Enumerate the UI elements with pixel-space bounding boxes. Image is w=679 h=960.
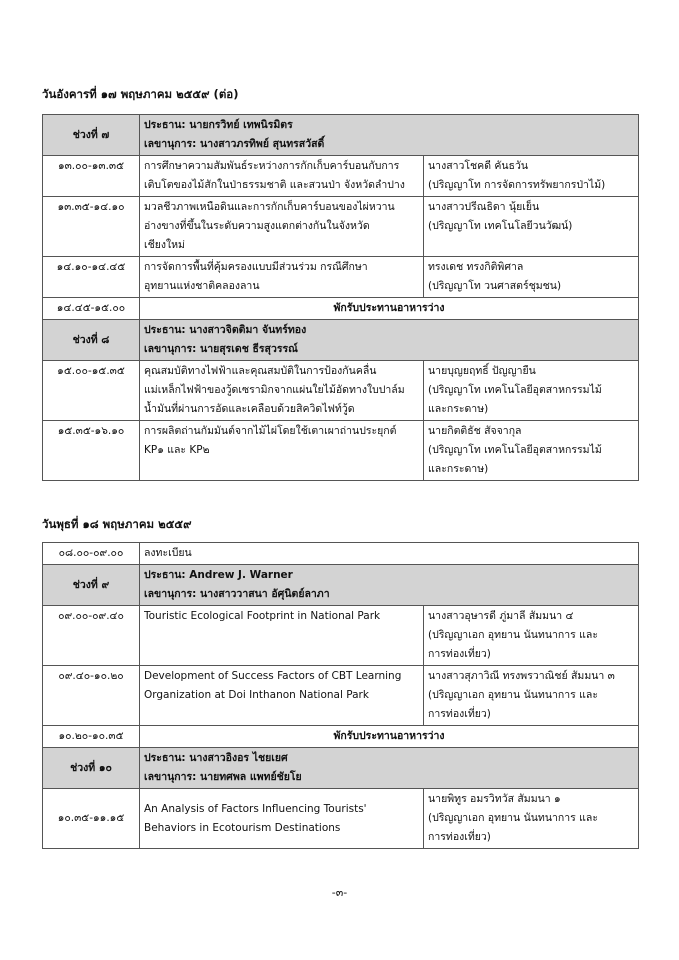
speaker-cell [424, 197, 639, 257]
time-cell: ๑๕.๓๕-๑๖.๑๐ [43, 421, 140, 481]
time-cell: ๑๓.๓๕-๑๔.๑๐ [43, 197, 140, 257]
speaker-line: (ปริญญาโท เทคโนโลยีอุตสาหกรรมไม้ [428, 384, 602, 396]
speaker-line: การท่องเที่ยว) [428, 831, 491, 843]
break-label: พักรับประทานอาหารว่าง [140, 726, 639, 748]
speaker-cell [424, 361, 639, 421]
speaker-line: (ปริญญาโท วนศาสตร์ชุมชน) [428, 280, 562, 292]
schedule-table-day1 [42, 114, 639, 481]
title-line: การผลิตถ่านกัมมันต์จากไม้ไผ่โดยใช้เตาเผาถ่านประยุกต์ [144, 425, 397, 437]
speaker-cell [424, 257, 639, 298]
table-row [43, 789, 639, 849]
session-chair-cell [140, 565, 639, 606]
speaker-line: (ปริญญาเอก อุทยาน นันทนาการ และ [428, 689, 598, 701]
page-number: -๓- [331, 886, 348, 899]
break-row [43, 298, 639, 320]
break-label: พักรับประทานอาหารว่าง [140, 298, 639, 320]
day1-heading: วันอังคารที่ ๑๗ พฤษภาคม ๒๕๕๙ (ต่อ) [42, 87, 239, 101]
speaker-line: การท่องเที่ยว) [428, 648, 491, 660]
time-cell: ๑๕.๐๐-๑๕.๓๕ [43, 361, 140, 421]
time-cell: ๐๙.๐๐-๐๙.๔๐ [43, 606, 140, 666]
title-line: มวลชีวภาพเหนือดินและการกักเก็บคาร์บอนของไผ่หวาน [144, 201, 395, 213]
title-cell [140, 789, 424, 849]
time-cell: ๑๐.๒๐-๑๐.๓๕ [43, 726, 140, 748]
table-row [43, 666, 639, 726]
speaker-line: (ปริญญาโท เทคโนโลยีอุตสาหกรรมไม้ [428, 444, 602, 456]
table-row [43, 257, 639, 298]
registration-row [43, 543, 639, 565]
speaker-line: การท่องเที่ยว) [428, 708, 491, 720]
title-line: อ่างขางที่ขึ้นในระดับความสูงแตกต่างกันในจังหวัด [144, 220, 370, 232]
title-line: เชียงใหม่ [144, 239, 185, 251]
title-line: เติบโตของไม้สักในป่าธรรมชาติ และสวนป่า จังหวัดลำปาง [144, 179, 405, 191]
chair-name: ประธาน: นางสาวจิตติมา จันทร์ทอง [144, 324, 307, 336]
chair-name: ประธาน: นายกรวิทย์ เทพนิรมิตร [144, 119, 293, 131]
day2-heading: วันพุธที่ ๑๘ พฤษภาคม ๒๕๕๙ [42, 517, 192, 531]
speaker-line: (ปริญญาเอก อุทยาน นันทนาการ และ [428, 629, 598, 641]
title-line: การศึกษาความสัมพันธ์ระหว่างการกักเก็บคาร์บอนกับการ [144, 160, 400, 172]
title-line: KP๑ และ KP๒ [144, 444, 210, 456]
session-header-row [43, 115, 639, 156]
title-cell [140, 257, 424, 298]
table-row [43, 156, 639, 197]
session-header-row [43, 748, 639, 789]
title-line: Touristic Ecological Footprint in National Park [144, 610, 381, 622]
title-cell [140, 421, 424, 481]
title-cell [140, 606, 424, 666]
speaker-line: นางสาวอุษารดี ภู่มาลี สัมมนา ๔ [428, 610, 574, 622]
secretary-name: เลขานุการ: นายสุรเดช ธีรสุวรรณ์ [144, 343, 298, 355]
title-line: An Analysis of Factors Influencing Tourists' [144, 802, 367, 815]
session-chair-cell [140, 115, 639, 156]
registration-label: ลงทะเบียน [140, 543, 639, 565]
table-row [43, 197, 639, 257]
time-cell: ๑๐.๓๕-๑๑.๑๕ [43, 789, 140, 849]
speaker-line: นายบุญยฤทธิ์ ปัญญายืน [428, 365, 536, 377]
session-header-row [43, 565, 639, 606]
time-cell: ๐๘.๐๐-๐๙.๐๐ [43, 543, 140, 565]
session-label: ช่วงที่ ๗ [43, 115, 140, 156]
speaker-line: (ปริญญาโท เทคโนโลยีวนวัฒน์) [428, 220, 573, 232]
table-row [43, 606, 639, 666]
time-cell: ๑๔.๔๕-๑๕.๐๐ [43, 298, 140, 320]
secretary-name: เลขานุการ: นายทศพล แพทย์ชัยโย [144, 771, 302, 783]
speaker-line: (ปริญญาโท การจัดการทรัพยากรป่าไม้) [428, 179, 606, 191]
title-line: คุณสมบัติทางไฟฟ้าและคุณสมบัติในการป้องกันคลื่น [144, 365, 377, 377]
speaker-cell [424, 666, 639, 726]
secretary-name: เลขานุการ: นางสาววาสนา อัศุนิตย์ลาภา [144, 588, 330, 600]
break-row [43, 726, 639, 748]
speaker-line: นางสาวปรีณธิดา นุ้ยเย็น [428, 201, 540, 213]
speaker-cell [424, 789, 639, 849]
chair-name: ประธาน: นางสาวอิงอร ไชยเยศ [144, 752, 288, 764]
secretary-name: เลขานุการ: นางสาวภรทิพย์ สุนทรสวัสดิ์ [144, 138, 325, 150]
title-line: Organization at Doi Inthanon National Park [144, 689, 369, 701]
title-line: อุทยานแห่งชาติคลองลาน [144, 280, 260, 292]
session-label: ช่วงที่ ๘ [43, 320, 140, 361]
title-cell [140, 156, 424, 197]
title-line: Development of Success Factors of CBT Learning [144, 670, 402, 682]
speaker-line: และกระดาษ) [428, 403, 489, 415]
table-row [43, 421, 639, 481]
chair-name: ประธาน: Andrew J. Warner [144, 569, 293, 581]
speaker-line: ทรงเดช ทรงกิติพิศาล [428, 261, 524, 273]
time-cell: ๐๙.๔๐-๑๐.๒๐ [43, 666, 140, 726]
title-line: น้ำมันที่ผ่านการอัดและเคลือบด้วยสิควิดไฟท์วู้ด [144, 403, 355, 415]
time-cell: ๑๔.๑๐-๑๔.๔๕ [43, 257, 140, 298]
title-line: แม่เหล็กไฟฟ้าของวู้ดเซรามิกจากแผ่นใยไม้อัดทางใบปาล์ม [144, 384, 405, 396]
speaker-line: นายพิทูร อมรวิทวัส สัมมนา ๑ [428, 793, 561, 805]
session-chair-cell [140, 748, 639, 789]
speaker-line: นายกิตติธัช สัจจากุล [428, 425, 522, 437]
session-chair-cell [140, 320, 639, 361]
speaker-line: และกระดาษ) [428, 463, 489, 475]
table-row [43, 361, 639, 421]
title-line: Behaviors in Ecotourism Destinations [144, 821, 341, 834]
title-line: การจัดการพื้นที่คุ้มครองแบบมีส่วนร่วม กรณีศึกษา [144, 261, 368, 273]
speaker-line: นางสาวโชคดี คันธวัน [428, 160, 529, 172]
speaker-line: นางสาวสุภาวิณี ทรงพรวาณิชย์ สัมมนา ๓ [428, 670, 615, 682]
title-cell [140, 361, 424, 421]
title-cell [140, 666, 424, 726]
speaker-line: (ปริญญาเอก อุทยาน นันทนาการ และ [428, 812, 598, 824]
speaker-cell [424, 606, 639, 666]
title-cell [140, 197, 424, 257]
session-label: ช่วงที่ ๙ [43, 565, 140, 606]
speaker-cell [424, 421, 639, 481]
speaker-cell [424, 156, 639, 197]
session-header-row [43, 320, 639, 361]
session-label: ช่วงที่ ๑๐ [43, 748, 140, 789]
time-cell: ๑๓.๐๐-๑๓.๓๕ [43, 156, 140, 197]
schedule-table-day2 [42, 542, 639, 849]
